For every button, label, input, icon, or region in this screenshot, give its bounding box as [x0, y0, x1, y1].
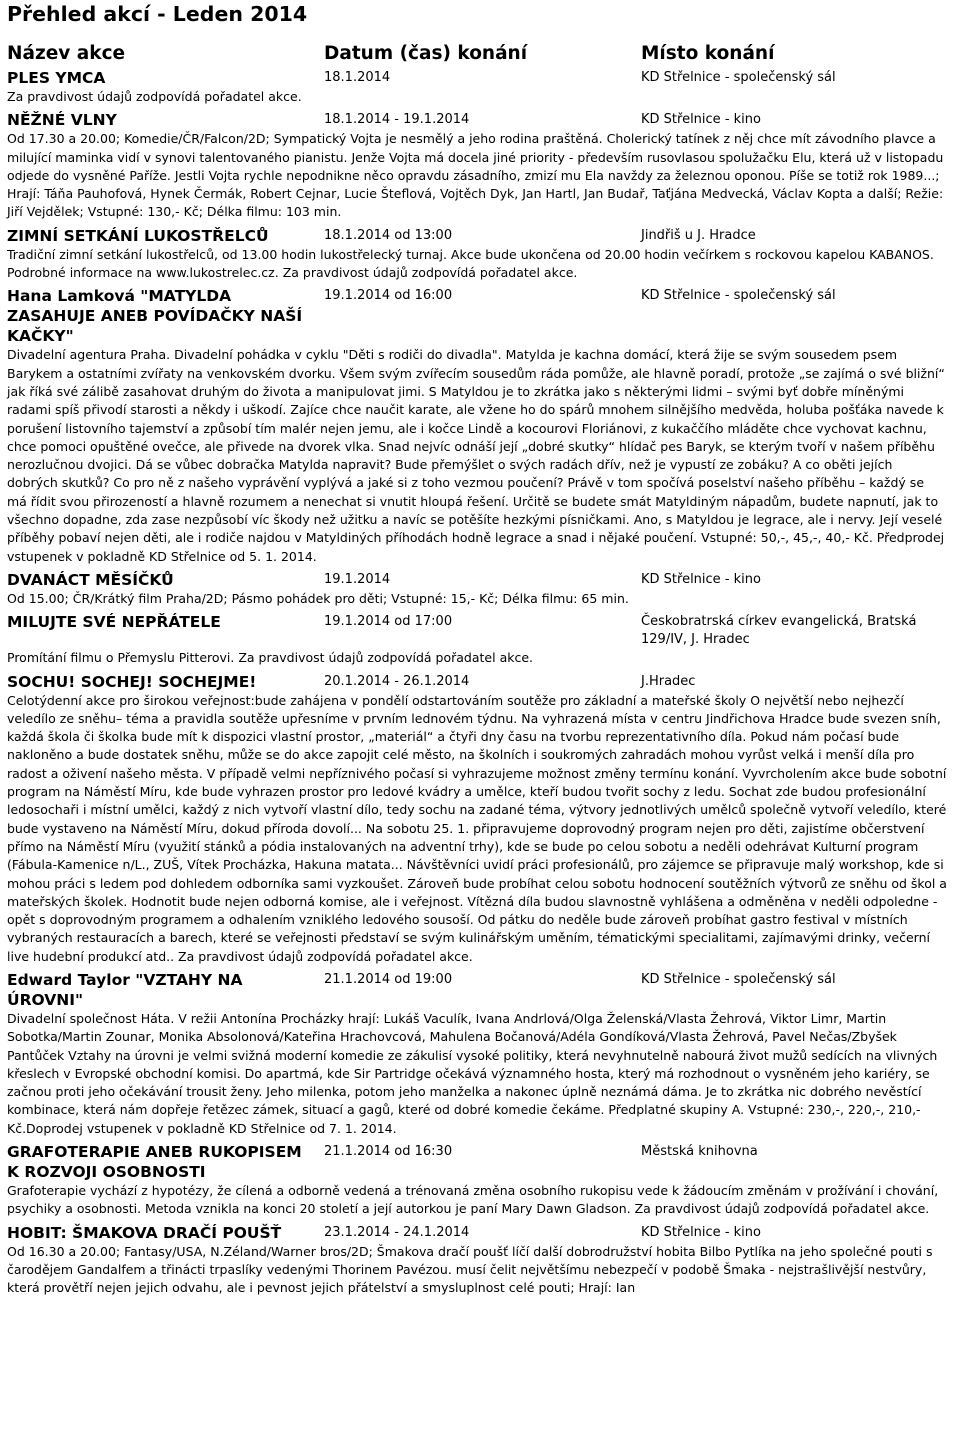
event-place: KD Střelnice - společenský sál: [641, 70, 836, 85]
event-header: [7, 672, 947, 692]
event-name: PLES YMCA: [7, 69, 106, 87]
event-place: Jindřiš u J. Hradce: [641, 227, 756, 243]
event-milujte-sve-nepratele: [7, 612, 947, 671]
event-header: [7, 110, 947, 130]
column-header-place: Místo konání: [641, 43, 775, 64]
event-name: SOCHU! SOCHEJ! SOCHEJME!: [7, 672, 257, 691]
event-description: Tradiční zimní setkání lukostřelců, od 13.00 hodin lukostřelecký turnaj. Akce bude ukončena od 20.00 hodin večírkem s rockovou kapelou KABANOS. Podrobné informace na www.lukostrelec.cz. Za pravdivost údajů zodpovídá pořadatel akce.: [7, 246, 934, 281]
event-name: ZIMNÍ SETKÁNÍ LUKOSTŘELCŮ: [7, 226, 269, 245]
event-name: Hana Lamková "MATYLDA ZASAHUJE ANEB POVÍDAČKY NAŠÍ KAČKY": [7, 287, 303, 346]
event-header: [7, 612, 947, 649]
event-date: 18.1.2014 od 13:00: [324, 227, 453, 243]
column-header-name: Název akce: [7, 43, 126, 64]
event-date: 18.1.2014: [324, 70, 391, 85]
event-description: Celotýdenní akce pro širokou veřejnost:bude zahájena v pondělí odstartováním soutěže pro základní a mateřské školy O největší nebo nejhezčí veledílo ze sněhu– téma a pravidla soutěže upřesníme v prvním lednovém týdnu. Na vyhrazená místa v centru Jindřichova Hradce bude svezen sníh, každá škola či školka bude mít k dispozici vlastní prostor, „materiál“ a čtyři dny času na tvorbu reprezentativního díla. Pokud nám počasí bude nakloněno a bude dostatek sněhu, může se do akce zapojit celé město, na školních i soukromých zahradách mohou vyrůst velká i menší díla pro radost a oživení našeho města. V případě velmi nepříznivého počasí si vyhrazujeme možnost změny termínu konání. Vyvrcholením akce bude sobotní program na Náměstí Míru, kde bude vyhrazen prostor pro ledové kvádry a umělce, kteří budou tvořit sochy z ledu. Sochat zde budou profesionální ledosochaři i místní umělci, každý z nich vytvoří vlastní dílo, tedy sochu na zadané téma, výtvory jednotlivých umělců společně vytvoří veledílo, které bude vystaveno na Náměstí Míru, dokud příroda dovolí... Na sobotu 25. 1. připravujeme doprovodný program nejen pro děti, zajistíme občerstvení přímo na Náměstí Míru (využití stánků a pódia instalovaných na adventní trhy), kde se bude po celou sobotu a neděli odehrávat Kulturní program (Fábula-Kamenice n/L., ZUŠ, Vítek Procházka, Hakuna matata... Návštěvníci uvidí práci profesionálů, pro zájemce se připravuje malý workshop, kde si mohou práci s ledem pod dohledem odborníka sami vyzkoušet. Zároveň bude probíhat celou sobotu hodnocení soutěžních výtvorů ze sněhu od škol a mateřských školek. Hodnotit bude nejen odborná komise, ale i veřejnost. Vítězná díla budou slavnostně vyhlášena a odměněna v neděli odpoledne - opět s doprovodným programem a odhalením vzniklého ledového sousoší. Od pátku do neděle bude zároveň probíhat gastro festival v místních vybraných restauracích a barech, které se veřejnosti představí se svým kulinářským uměním, tématickými specialitami, zajímavými drinky, večerní live hudební produkcí atd.. Za pravdivost údajů zodpovídá pořadatel akce.: [7, 692, 947, 964]
event-name: Edward Taylor "VZTAHY NA ÚROVNI": [7, 970, 243, 1009]
event-header: [7, 570, 947, 590]
event-date: 19.1.2014 od 16:00: [324, 288, 453, 304]
event-hobit-smakova-draci-poust: [7, 1223, 947, 1298]
event-place: KD Střelnice - společenský sál: [641, 971, 836, 987]
column-header-date: Datum (čas) konání: [324, 43, 528, 64]
event-vztahy-na-urovni: [7, 970, 947, 1142]
event-matylda-zasahuje: [7, 286, 947, 570]
event-name: DVANÁCT MĚSÍČKŮ: [7, 570, 174, 589]
event-name: GRAFOTERAPIE ANEB RUKOPISEM K ROZVOJI OSOBNOSTI: [7, 1143, 302, 1182]
event-description: Od 16.30 a 20.00; Fantasy/USA, N.Zéland/Warner bros/2D; Šmakova dračí poušť líčí další dobrodružství hobita Bilbo Pytlíka na jeho společné pouti s čarodějem Gandalfem a třinácti trpaslíky vedenými Thorinem Pavézou. musí čelit největšímu nebezpečí v podobě Šmaka - nejstrašlivější nestvůry, která provětří nejen jejich odvahu, ale i pevnost jejich přátelství a smysluplnost celé pouti; Hrají: Ian: [7, 1243, 933, 1296]
event-place: KD Střelnice - kino: [641, 571, 761, 587]
event-date: 19.1.2014 od 17:00: [324, 614, 453, 630]
event-place: Českobratrská církev evangelická, Bratská 129/IV, J. Hradec: [641, 614, 917, 648]
event-description: Divadelní společnost Háta. V režii Antonína Procházky hrají: Lukáš Vaculík, Ivana Andrlová/Olga Želenská/Vlasta Žehrová, Viktor Limr, Martin Sobotka/Martin Zounar, Monika Absolonová/Kateřina Hrachovcová, Mahulena Bočanová/Adéla Gondíková/Vlasta Žehrová, Pavel Nečas/Zbyšek Pantůček Vztahy na úrovni je velmi svižná moderní komedie ze zákulisí vysoké politiky, která nevyhnutelně nabourá život mužů sedících na vlivných křeslech v Evropské obchodní komisi. Do apartmá, kde Sir Partridge očekává významného hosta, který má rozhodnout o vysněném jeho kariéry, se začnou proti jeho očekávání trousit ženy. Jeho milenka, potom jeho manželka a nakonec úplně neznámá dáma. Je to zkrátka nic dobrého nevěstící kombinace, která nám dopřeje řetězec zámek, situací a gagů, které od dobré komedie čekáme. Předplatné skupiny A. Vstupné: 230,-, 220,-, 210,- Kč.Doprodej vstupenek v pokladně KD Střelnice od 7. 1. 2014.: [7, 1010, 938, 1136]
event-place: KD Střelnice - společenský sál: [641, 288, 836, 304]
event-place: KD Střelnice - kino: [641, 1224, 761, 1240]
event-header: [7, 286, 947, 346]
event-place: KD Střelnice - kino: [641, 112, 761, 128]
event-place: J.Hradec: [641, 673, 696, 689]
event-grafoterapie: [7, 1142, 947, 1223]
event-date: 18.1.2014 - 19.1.2014: [324, 112, 470, 128]
event-header: [7, 226, 947, 246]
event-header: [7, 68, 947, 88]
column-headers: [7, 41, 947, 68]
event-description: Od 17.30 a 20.00; Komedie/ČR/Falcon/2D; Sympatický Vojta je nesmělý a jeho rodina praštěná. Cholerický tatínek z něj chce mít závodního plavce a milující maminka vidí v synovi talentovaného pianistu. Jenže Vojta má docela jiné priority - především rusovlasou spolužačku Elu, která už v listopadu odjede do vysněné Paříže. Jestli Vojta rychle nepodnikne něco opravdu zásadního, zmizí mu Ela navždy za železnou oponou. Píše se totiž rok 1989...; Hrají: Táňa Pauhofová, Hynek Čermák, Robert Cejnar, Lucie Šteflová, Vojtěch Dyk, Jan Hartl, Jan Budař, Taťjána Medvecká, Václav Kopta a další; Režie: Jiří Vejdělek; Vstupné: 130,- Kč; Délka filmu: 103 min.: [7, 131, 944, 220]
event-ples-ymca: [7, 68, 947, 110]
event-dvanact-mesicku: [7, 570, 947, 612]
event-date: 23.1.2014 - 24.1.2014: [324, 1224, 470, 1240]
event-name: NĚŽNÉ VLNY: [7, 111, 117, 130]
event-zimni-setkani-lukostrelcu: [7, 226, 947, 287]
event-header: [7, 1142, 947, 1182]
event-nezne-vlny: [7, 110, 947, 225]
event-date: 20.1.2014 - 26.1.2014: [324, 673, 470, 689]
event-description: Divadelní agentura Praha. Divadelní pohádka v cyklu "Děti s rodiči do divadla". Matylda je kachna domácí, která žije se svým sousedem psem Barykem a ostatními zvířaty na venkovském dvorku. Všem svým zvířecím sousedům ráda pomůže, ale hlavně poradí, protože „se zajímá o své bližní“ jak říká své zálibě zasahovat druhým do života a manipulovat jimi. S Matyldou je to zkrátka jako s některými lidmi – svými byť dobře míněnými radami spíš přivodí starosti a někdy i uškodí. Zajíce chce naučit karate, ale vžene ho do spárů mnohem silnějšího medvěda, holuba pošťáka navede k porušení listovního tajemství a způsobí tím malér nejen jemu, ale i kočce Lindě a kocourovi Floriánovi, z kukaččího mláděte chce vychovat kachnu, chce pomoci opuštěné ovečce, ale přivede na dvorek vlka. Snad nejvíc odnáší její „dobré skutky“ hlídač pes Baryk, se kterým tvoří v našem příběhu nerozlučnou dvojici. Dá se vůbec dobračka Matylda napravit? Bude přemýšlet o svých radách dřív, než je vypustí ze zobáku? A co oběti jejích dobrých skutků? Co pro ně z našeho vyprávění vyplývá a jaké si z toho vezmou poučení? Právě v tom spočívá poselství našeho příběhu – každý se má řídit svou přirozeností a hlavně rozumem a nenechat si vnutit hloupá řešení. Určitě se budete smát Matyldiným nápadům, budete napnutí, jak to všechno dopadne, zda zase nezpůsobí víc škody než užitku a navíc se potěšíte hezkými písničkami. Ano, s Matyldou je legrace, ale i nervy. Její veselé příběhy pobaví nejen děti, ale i rodiče najdou v Matyldiných příhodách hodně legrace a snad i nějaké poučení. Vstupné: 50,-, 45,-, 40,- Kč. Předprodej vstupenek v pokladně KD Střelnice od 5. 1. 2014.: [7, 347, 945, 564]
event-description: Grafoterapie vychází z hypotézy, že cílená a odborně vedená a trénovaná změna osobního rukopisu vede k žádoucím změnám v prožívání i chování, psychiky a osobnosti. Metoda vznikla na konci 20 století a její autorkou je paní Mary Dawn Gladson. Za pravdivost údajů zodpovídá pořadatel akce.: [7, 1183, 939, 1217]
page-title: Přehled akcí - Leden 2014: [7, 2, 308, 26]
event-description: Za pravdivost údajů zodpovídá pořadatel akce.: [7, 89, 302, 104]
event-name: MILUJTE SVÉ NEPŘÁTELE: [7, 613, 221, 632]
event-header: [7, 1223, 947, 1243]
event-name: HOBIT: ŠMAKOVA DRAČÍ POUŠŤ: [7, 1223, 282, 1242]
event-description: Od 15.00; ČR/Krátký film Praha/2D; Pásmo pohádek pro děti; Vstupné: 15,- Kč; Délka filmu: 65 min.: [7, 590, 629, 606]
event-place: Městská knihovna: [641, 1144, 758, 1160]
event-date: 21.1.2014 od 19:00: [324, 971, 453, 987]
event-description: Promítání filmu o Přemyslu Pitterovi. Za pravdivost údajů zodpovídá pořadatel akce.: [7, 650, 534, 666]
event-date: 19.1.2014: [324, 571, 391, 587]
event-date: 21.1.2014 od 16:30: [324, 1144, 453, 1160]
event-header: [7, 970, 947, 1010]
event-sochu-sochej-sochejme: [7, 672, 947, 970]
